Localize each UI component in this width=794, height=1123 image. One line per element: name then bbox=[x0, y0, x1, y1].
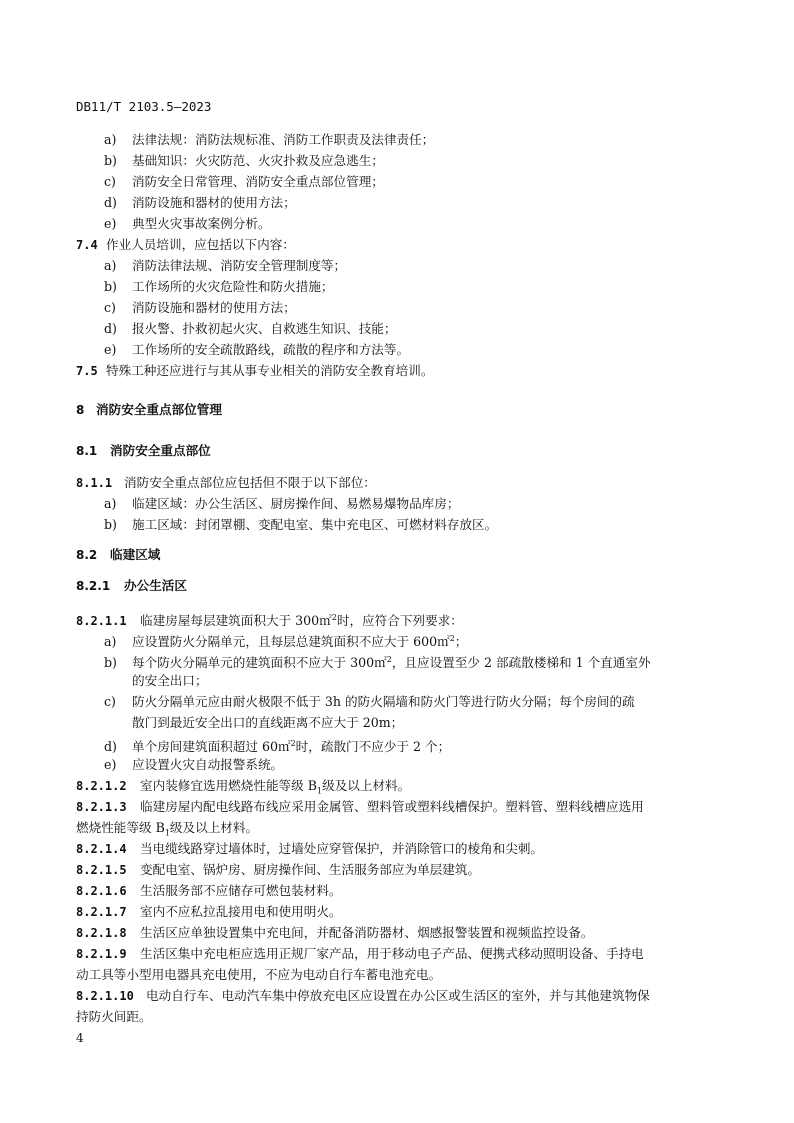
section-8-2-1-heading: 8.2.1 办公生活区 bbox=[76, 578, 187, 593]
page-number: 4 bbox=[76, 1031, 84, 1045]
clause-continuation: 燃烧性能等级 $B_1$级及以上材料。 bbox=[76, 820, 259, 838]
clause-continuation: 持防火间距。 bbox=[76, 1009, 152, 1024]
list-item: b) 施工区域：封闭罩棚、变配电室、集中充电区、可燃材料存放区。 bbox=[104, 517, 498, 532]
section-8-2-heading: 8.2 临建区域 bbox=[76, 547, 161, 562]
list-item: a) 法律法规：消防法规标准、消防工作职责及法律责任； bbox=[104, 132, 435, 147]
list-item: d) 报火警、扑救初起火灾、自救逃生知识、技能； bbox=[104, 321, 397, 336]
list-item: c) 消防安全日常管理、消防安全重点部位管理； bbox=[104, 174, 384, 189]
document-code: DB11/T 2103.5—2023 bbox=[76, 99, 212, 114]
list-item: a) 应设置防火分隔单元，且每层总建筑面积不应大于 600㎡$^2$； bbox=[104, 634, 468, 650]
list-item: b) 每个防火分隔单元的建筑面积不应大于 300㎡$^2$，且应设置至少 2 部疏散楼梯和 1 个直通室外 bbox=[104, 655, 651, 671]
list-item: c) 防火分隔单元应由耐火极限不低于 3h 的防火隔墙和防火门等进行防火分隔；每个房间的疏 bbox=[104, 694, 635, 709]
list-item: a) 临建区域：办公生活区、厨房操作间、易燃易爆物品库房； bbox=[104, 496, 460, 511]
clause-7-5: 7.5 特殊工种还应进行与其从事专业相关的消防安全教育培训。 bbox=[76, 363, 434, 378]
clause-8-2-1-4: 8.2.1.4 当电缆线路穿过墙体时，过墙处应穿管保护，并消除管口的棱角和尖刺。 bbox=[76, 841, 543, 856]
clause-8-2-1-1: 8.2.1.1 临建房屋每层建筑面积大于 300㎡$^2$时，应符合下列要求： bbox=[76, 613, 463, 629]
clause-8-2-1-2: 8.2.1.2 室内装修宜选用燃烧性能等级 $B_1$级及以上材料。 bbox=[76, 778, 411, 796]
clause-7-4: 7.4 作业人员培训，应包括以下内容： bbox=[76, 237, 295, 252]
list-item-continuation: 的安全出口； bbox=[132, 673, 208, 688]
list-item-continuation: 散门到最近安全出口的直线距离不应大于 20m； bbox=[132, 715, 404, 730]
list-item: b) 工作场所的火灾危险性和防火措施； bbox=[104, 279, 334, 294]
list-item: e) 应设置火灾自动报警系统。 bbox=[104, 757, 284, 772]
clause-8-2-1-7: 8.2.1.7 室内不应私拉乱接用电和使用明火。 bbox=[76, 904, 342, 919]
clause-8-2-1-5: 8.2.1.5 变配电室、锅炉房、厨房操作间、生活服务部应为单层建筑。 bbox=[76, 862, 481, 877]
clause-8-1-1: 8.1.1 消防安全重点部位应包括但不限于以下部位： bbox=[76, 475, 376, 490]
list-item: c) 消防设施和器材的使用方法； bbox=[104, 300, 296, 315]
chapter-8-heading: 8 消防安全重点部位管理 bbox=[76, 402, 222, 417]
clause-8-2-1-6: 8.2.1.6 生活服务部不应储存可燃包装材料。 bbox=[76, 883, 342, 898]
clause-8-2-1-8: 8.2.1.8 生活区应单独设置集中充电间，并配备消防器材、烟感报警装置和视频监控设备。 bbox=[76, 925, 594, 940]
list-item: b) 基础知识：火灾防范、火灾扑救及应急逃生； bbox=[104, 153, 384, 168]
list-item: e) 典型火灾事故案例分析。 bbox=[104, 216, 271, 231]
list-item: d) 消防设施和器材的使用方法； bbox=[104, 195, 296, 210]
clause-8-2-1-10: 8.2.1.10 电动自行车、电动汽车集中停放充电区应设置在办公区或生活区的室外，并与其他建筑物保 bbox=[76, 988, 650, 1003]
clause-continuation: 动工具等小型用电器具充电使用，不应为电动自行车蓄电池充电。 bbox=[76, 967, 442, 982]
section-8-1-heading: 8.1 消防安全重点部位 bbox=[76, 443, 211, 458]
clause-8-2-1-9: 8.2.1.9 生活区集中充电柜应选用正规厂家产品，用于移动电子产品、便携式移动照明设备、手持电 bbox=[76, 946, 644, 961]
list-item: d) 单个房间建筑面积超过 60㎡$^2$时，疏散门不应少于 2 个； bbox=[104, 739, 451, 755]
list-item: a) 消防法律法规、消防安全管理制度等； bbox=[104, 258, 347, 273]
clause-8-2-1-3: 8.2.1.3 临建房屋内配电线路布线应采用金属管、塑料管或塑料线槽保护。塑料管、塑料线槽应选用 bbox=[76, 799, 644, 814]
list-item: e) 工作场所的安全疏散路线，疏散的程序和方法等。 bbox=[104, 342, 410, 357]
